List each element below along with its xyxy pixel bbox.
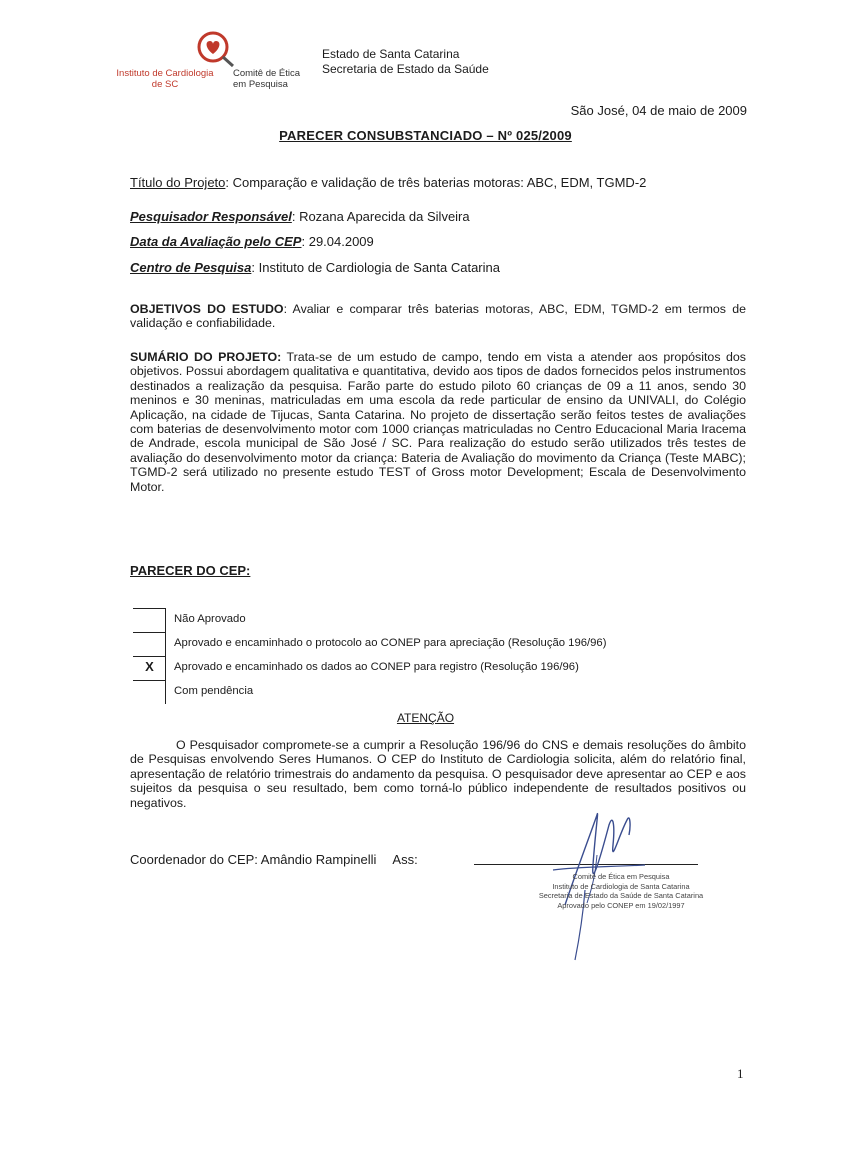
- attention-paragraph: O Pesquisador compromete-se a cumprir a Resolução 196/96 do CNS e demais resoluções do âmbito de Pesquisas envolvendo Seres Humanos. O CEP do Instituto de Cardiologia solicita, além do relatório final, apresentação de relatório trimestrais do andamento da pesquisa. O pesquisador deve apresentar ao CEP e aos sujeitos da pesquisa o seu resultado, bem como torná-lo público independente de resultados positivos ou negativos.: [130, 738, 746, 810]
- option-mark: X: [145, 659, 154, 674]
- summary-paragraph: [130, 350, 746, 494]
- option-checkbox: [133, 680, 166, 704]
- document-title: PARECER CONSUBSTANCIADO – Nº 025/2009: [279, 128, 572, 143]
- summary-text: Trata-se de um estudo de campo, tendo em vista a atender aos propósitos dos objetivos. Possui abordagem qualitativa e quantitativa, devido aos tipos de dados fornecidos pelos instrumentos destinados a realização da pesquisa. Farão parte do estudo piloto 60 crianças de 09 a 11 anos, sendo 30 meninos e 30 meninas, matriculadas em uma escola da rede particular de ensino da UNIVALI, do Colégio Aplicação, na cidade de Tijucas, Santa Catarina. No projeto de dissertação serão feitos testes de avaliações com baterias de desenvolvimento motor com 1000 crianças matriculadas no Centro Educacional Maria Iracema de Andrade, escola municipal de São José / SC. Para realização do estudo serão utilizados três testes de avaliação do desenvolvimento motor da criança: Bateria de Avaliação do movimento da Criança (Teste MABC); TGMD-2 será utilizado no presente estudo TEST of Gross motor Development; Escala de Desenvolvimento Motor.: [130, 350, 746, 494]
- page-number: 1: [737, 1066, 744, 1081]
- researcher-label: Pesquisador Responsável: [130, 209, 292, 224]
- objectives-text: : Avaliar e comparar três baterias motoras, ABC, EDM, TGMD-2 em termos de validação e confiabilidade.: [130, 302, 746, 331]
- institute-logo: [115, 30, 315, 100]
- option-checkbox: [133, 608, 166, 632]
- secretariat-name: Secretaria de Estado da Saúde: [322, 62, 489, 76]
- coordinator-line: [130, 852, 418, 867]
- center-value: : Instituto de Cardiologia de Santa Catarina: [251, 260, 500, 275]
- stamp-line: Aprovado pelo CONEP em 19/02/1997: [557, 900, 685, 910]
- option-label: Aprovado e encaminhado o protocolo ao CONEP para apreciação (Resolução 196/96): [174, 637, 607, 649]
- summary-label: SUMÁRIO DO PROJETO:: [130, 350, 282, 364]
- ass-label: Ass:: [392, 852, 418, 867]
- state-name: Estado de Santa Catarina: [322, 47, 460, 61]
- approval-stamp: [508, 872, 734, 910]
- opinion-heading: PARECER DO CEP:: [130, 563, 251, 578]
- stamp-line: Comitê de Ética em Pesquisa: [572, 872, 670, 881]
- objectives-label: OBJETIVOS DO ESTUDO: [130, 302, 284, 316]
- organization-block: [322, 47, 489, 77]
- researcher-line: [130, 209, 470, 224]
- researcher-value: : Rozana Aparecida da Silveira: [291, 209, 470, 224]
- eval-date-line: [130, 234, 374, 249]
- attention-heading: ATENÇÃO: [396, 711, 455, 725]
- project-title-line: [130, 175, 646, 190]
- center-line: [130, 260, 500, 275]
- center-label: Centro de Pesquisa: [130, 260, 252, 275]
- heart-magnifier-icon: [193, 30, 239, 68]
- eval-date-value: : 29.04.2009: [301, 234, 374, 249]
- stamp-line: Secretaria de Estado da Saúde de Santa Catarina: [538, 891, 704, 901]
- project-title-value: : Comparação e validação de três baterias motoras: ABC, EDM, TGMD-2: [225, 175, 647, 190]
- institute-name: Instituto de Cardiologia de SC: [116, 68, 214, 90]
- option-label: Não Aprovado: [174, 613, 246, 625]
- objectives-paragraph: [130, 302, 746, 331]
- option-checkbox: [133, 632, 166, 656]
- option-label: Aprovado e encaminhado os dados ao CONEP para registro (Resolução 196/96): [174, 661, 579, 673]
- date-line: São José, 04 de maio de 2009: [570, 103, 747, 118]
- option-label: Com pendência: [174, 685, 254, 697]
- stamp-line: Instituto de Cardiologia de Santa Catarina: [552, 881, 690, 891]
- coordinator-name: Coordenador do CEP: Amândio Rampinelli: [130, 852, 377, 867]
- eval-date-label: Data da Avaliação pelo CEP: [130, 234, 302, 249]
- project-title-label: Título do Projeto: [130, 175, 226, 190]
- committee-name: Comitê de Ética em Pesquisa: [233, 68, 301, 90]
